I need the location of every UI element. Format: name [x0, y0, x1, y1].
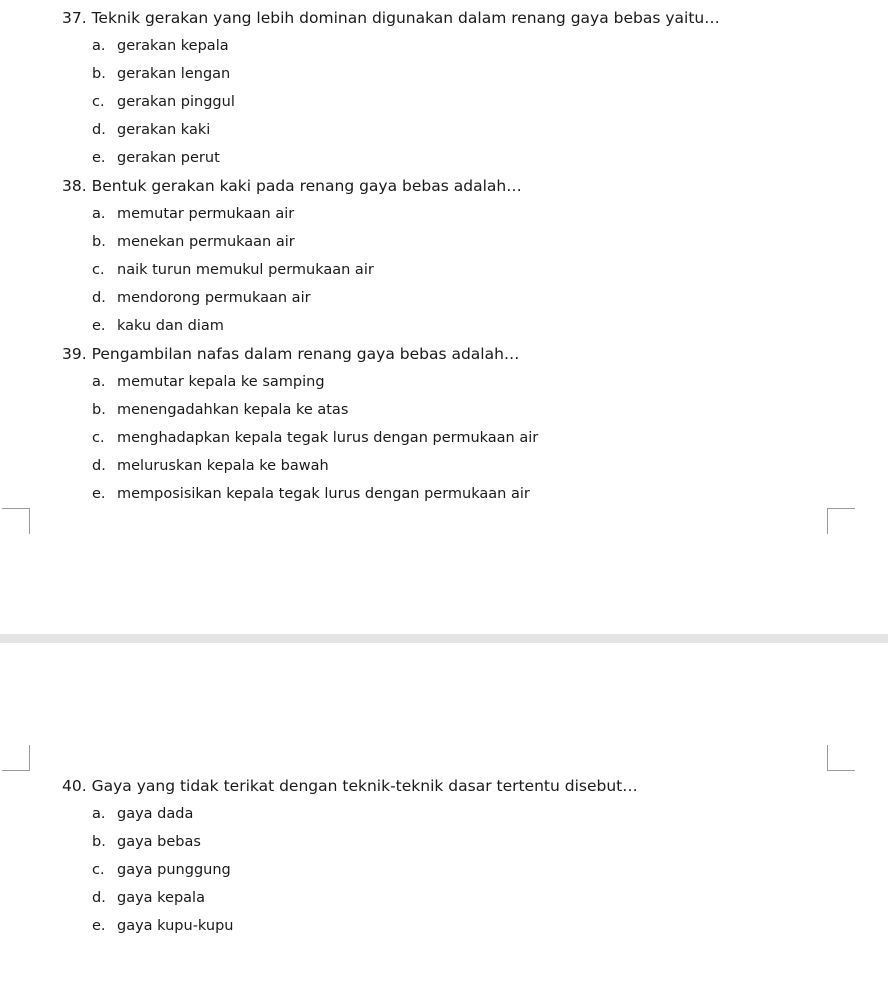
option-text: gerakan lengan: [117, 66, 231, 82]
option-text: memutar permukaan air: [117, 206, 295, 222]
option-item: [92, 912, 233, 940]
option-text: gaya punggung: [117, 862, 231, 878]
option-item: [92, 228, 374, 256]
option-letter: b.: [92, 234, 106, 250]
option-text: menghadapkan kepala tegak lurus dengan permukaan air: [117, 430, 539, 446]
option-item: [92, 368, 538, 396]
option-item: [92, 284, 374, 312]
option-item: [92, 424, 538, 452]
option-item: [92, 116, 235, 144]
option-letter: c.: [92, 262, 105, 278]
option-text: meluruskan kepala ke bawah: [117, 458, 329, 474]
option-item: [92, 60, 235, 88]
question-39: [62, 344, 519, 364]
option-letter: a.: [92, 206, 106, 222]
option-item: [92, 312, 374, 340]
option-text: gerakan kaki: [117, 122, 211, 138]
option-text: menengadahkan kepala ke atas: [117, 402, 349, 418]
question-38: [62, 176, 522, 196]
option-letter: e.: [92, 486, 106, 502]
question-text: Pengambilan nafas dalam renang gaya bebas adalah…: [91, 345, 520, 363]
question-37: [62, 8, 720, 28]
option-text: gaya dada: [117, 806, 194, 822]
option-letter: b.: [92, 834, 106, 850]
option-text: naik turun memukul permukaan air: [117, 262, 374, 278]
option-letter: d.: [92, 290, 106, 306]
question-text: Bentuk gerakan kaki pada renang gaya bebas adalah…: [91, 177, 522, 195]
option-text: memposisikan kepala tegak lurus dengan permukaan air: [117, 486, 530, 502]
margin-corner-mark: [827, 745, 855, 771]
option-letter: e.: [92, 150, 106, 166]
option-item: [92, 800, 233, 828]
option-text: gerakan perut: [117, 150, 220, 166]
margin-corner-mark: [827, 508, 855, 534]
question-38-options: [92, 200, 374, 340]
option-letter: d.: [92, 890, 106, 906]
margin-corner-mark: [2, 745, 30, 771]
option-text: memutar kepala ke samping: [117, 374, 325, 390]
option-text: mendorong permukaan air: [117, 290, 311, 306]
option-item: [92, 256, 374, 284]
option-item: [92, 828, 233, 856]
question-text: Teknik gerakan yang lebih dominan digunakan dalam renang gaya bebas yaitu…: [91, 9, 720, 27]
option-item: [92, 884, 233, 912]
option-letter: e.: [92, 318, 106, 334]
option-letter: c.: [92, 94, 105, 110]
option-letter: d.: [92, 122, 106, 138]
question-number: 38.: [62, 177, 87, 195]
question-number: 37.: [62, 9, 87, 27]
option-item: [92, 480, 538, 508]
option-item: [92, 144, 235, 172]
question-40-options: [92, 800, 233, 940]
page-break: [0, 634, 888, 643]
option-letter: e.: [92, 918, 106, 934]
option-text: gerakan pinggul: [117, 94, 235, 110]
question-number: 40.: [62, 777, 87, 795]
option-item: [92, 856, 233, 884]
option-letter: b.: [92, 66, 106, 82]
question-number: 39.: [62, 345, 87, 363]
option-letter: c.: [92, 862, 105, 878]
option-letter: d.: [92, 458, 106, 474]
option-text: gaya bebas: [117, 834, 201, 850]
option-text: gaya kupu-kupu: [117, 918, 234, 934]
option-item: [92, 452, 538, 480]
option-item: [92, 396, 538, 424]
option-text: menekan permukaan air: [117, 234, 295, 250]
option-letter: c.: [92, 430, 105, 446]
option-text: gaya kepala: [117, 890, 205, 906]
option-item: [92, 200, 374, 228]
option-item: [92, 88, 235, 116]
question-39-options: [92, 368, 538, 508]
option-text: kaku dan diam: [117, 318, 224, 334]
question-text: Gaya yang tidak terikat dengan teknik-teknik dasar tertentu disebut…: [91, 777, 638, 795]
question-40: [62, 776, 638, 796]
option-letter: a.: [92, 38, 106, 54]
option-text: gerakan kepala: [117, 38, 229, 54]
margin-corner-mark: [2, 508, 30, 534]
option-letter: a.: [92, 374, 106, 390]
option-letter: a.: [92, 806, 106, 822]
option-item: [92, 32, 235, 60]
question-37-options: [92, 32, 235, 172]
option-letter: b.: [92, 402, 106, 418]
